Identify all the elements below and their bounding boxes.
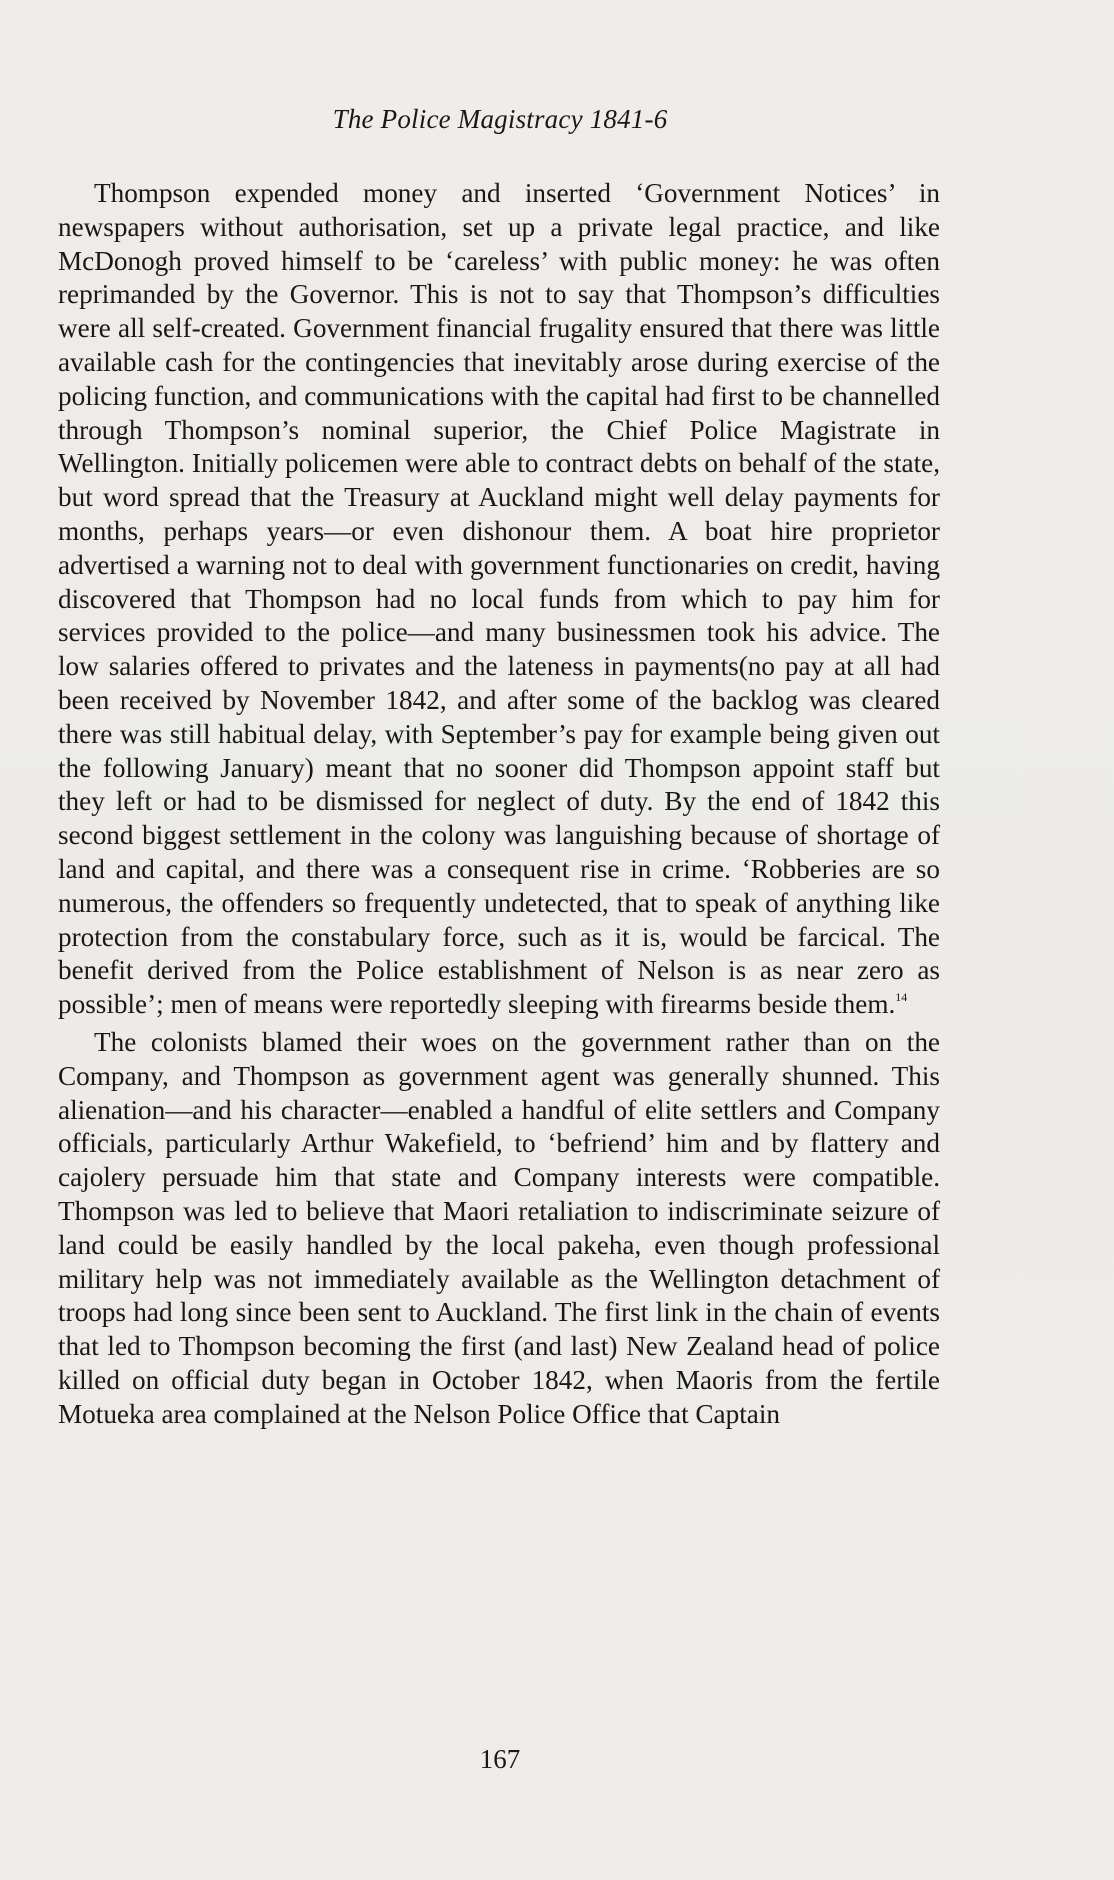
paragraph-1 — [58, 177, 940, 1022]
paragraph-2-text: The colonists blamed their woes on the government rather than on the Company, and Thompson as government agent was generally shunned. This alienation—and his character—enabled a handful of elite settlers and Company officials, particularly Arthur Wakefield, to ‘befriend’ him and by flattery and cajolery persuade him that state and Company interests were compatible. Thompson was led to believe that Maori retaliation to indiscriminate seizure of land could be easily handled by the local pakeha, even though professional military help was not immediately available as the Wellington detachment of troops had long since been sent to Auckland. The first link in the chain of events that led to Thompson becoming the first (and last) New Zealand head of police killed on official duty began in October 1842, when Maoris from the fertile Motueka area complained at the Nelson Police Office that Captain — [58, 1026, 940, 1429]
running-head: The Police Magistracy 1841-6 — [332, 104, 668, 134]
footnote-marker: 14 — [895, 990, 908, 1005]
page-number: 167 — [479, 1744, 521, 1774]
paragraph-2 — [58, 1026, 940, 1432]
body-text — [58, 177, 940, 1431]
paragraph-1-text: Thompson expended money and inserted ‘Government Notices’ in newspapers without authorisation, set up a private legal practice, and like McDonogh proved himself to be ‘careless’ with public money: he was often reprimanded by the Governor. This is not to say that Thompson’s difficulties were all self-created. Government financial frugality ensured that there was little available cash for the contingencies that inevitably arose during exercise of the policing function, and communications with the capital had first to be channelled through Thompson’s nominal superior, the Chief Police Magistrate in Wellington. Initially policemen were able to contract debts on behalf of the state, but word spread that the Treasury at Auckland might well delay payments for months, perhaps years—or even dishonour them. A boat hire proprietor advertised a warning not to deal with government functionaries on credit, having discovered that Thompson had no local funds from which to pay him for services provided to the police—and many businessmen took his advice. The low salaries offered to privates and the lateness in payments(no pay at all had been received by November 1842, and after some of the backlog was cleared there was still habitual delay, with September’s pay for example being given out the following January) meant that no sooner did Thompson appoint staff but they left or had to be dismissed for neglect of duty. By the end of 1842 this second biggest settlement in the colony was languishing because of shortage of land and capital, and there was a consequent rise in crime. ‘Robberies are so numerous, the offenders so frequently undetected, that to speak of anything like protection from the constabulary force, such as it is, would be farcical. The benefit derived from the Police establishment of Nelson is as near zero as possible’; men of means were reportedly sleeping with firearms beside them. — [58, 178, 940, 1020]
